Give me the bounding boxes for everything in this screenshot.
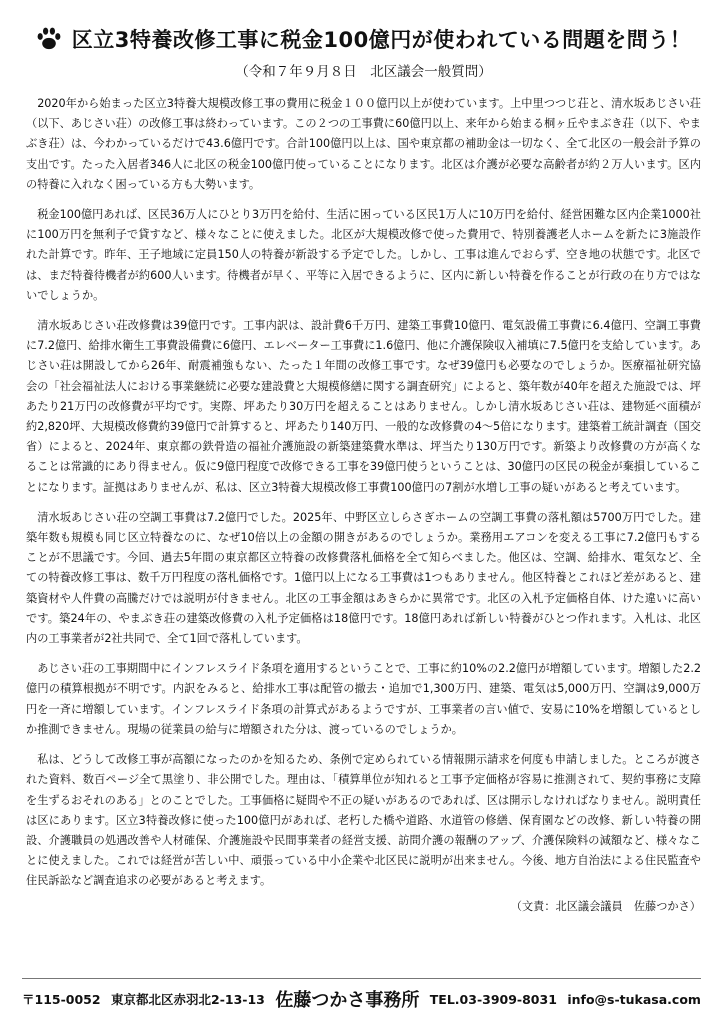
paragraph-4: 清水坂あじさい荘の空調工事費は7.2億円でした。2025年、中野区立しらさぎホームの空調工事費の落札額は5700万円でした。建築年数も規模も同じ区立特養なのに、なぜ10倍以上の金額の開きがあるのでしょうか。業務用エアコンを変える工事に7.2億円もすることが不思議です。今回、過去5年間の東京都区立特養の改修費落札価格を全て知らべました。他区は、空調、給排水、電気など、全ての特養改修工事は、数千万円程度の落札価格です。1億円以上になる工事費は1つもありません。他区特養とこれほど差があると、建築資材や人件費の高騰だけでは説明が付きません。北区の工事金額はあきらかに異常です。北区の入札予定価格自体、けた違いに高いです。築24年の、やまぶき荘の建築改修費の入札予定価格は18億円です。18億円あれば新しい特養がひとつ作れます。入札は、北区内の工事業者が2社共同で、全て1回で落札しています。 <box>26 510 701 646</box>
footer-office-name: 佐藤つかさ事務所 <box>275 990 420 1011</box>
paragraph-1: 2020年から始まった区立3特養大規模改修工事の費用に税金１００億円以上が使わています。上中里つつじ荘と、清水坂あじさい荘（以下、あじさい荘）の改修工事は終わっています。この２つの工事費に60億円以上、来年から始まる桐ヶ丘やまぶき荘（以下、やまぶき荘）は、今わかっているだけで43.6億円です。合計100億円以上は、国や東京都の補助金は一切なく、全て北区の一般会計予算の支出です。たった入居者346人に北区の税金100億円使っていることになります。北区は介護が必要な高齢者が約２万人います。区内の特養に入れなく困っている方も大勢います。 <box>26 97 701 191</box>
page-title: 区立3特養改修工事に税金100億円が使われている問題を問う！ <box>71 28 692 52</box>
footer-tel: TEL.03-3909-8031 <box>429 991 557 1007</box>
paragraph-3: 清水坂あじさい荘改修費は39億円です。工事内訳は、設計費6千万円、建築工事費10億円、電気設備工事費に6.4億円、空調工事費に7.2億円、給排水衛生工事費設備費に6億円、エレベーター工事費に1.6億円、他に介護保険収入補填に7.5億円を支給しています。あじさい荘は開設してから26年、耐震補強もない、たった１年間の改修工事です。なぜ39億円も必要なのでしょうか。医療福祉研究協会の「社会福祉法人における事業継続に必要な建設費と大規模修繕に関する調査研究」によると、築年数が40年を超えた施設では、坪あたり21万円の改修費が平均です。実際、坪あたり30万円を超えることはありません。しかし清水坂あじさい荘は、建物延べ面積が約2,820坪、大規模改修費約39億円で計算すると、坪あたり140万円、一般的な改修費の4〜5倍になります。建築着工統計調査（国交省）によると、2024年、東京都の鉄骨造の福祉介護施設の新築建築費水準は、坪当たり130万円です。新築より改修費の方が高くなることは常識的にあり得ません。仮に9億円程度で改修できる工事を39億円使うということは、30億円の区民の税金が棄損していることになります。証拠はありませんが、私は、区立3特養大規模改修工事費100億円の7割が水増し工事の疑いがあると考えています。 <box>26 319 701 494</box>
signature: （文責：北区議会議員 佐藤つかさ） <box>510 899 701 913</box>
footer-email: info@s-tukasa.com <box>567 991 701 1007</box>
page-subtitle: （令和７年９月８日 北区議会一般質問） <box>235 64 492 80</box>
paw-icon <box>36 26 62 52</box>
footer-divider <box>22 978 701 979</box>
paragraph-6: 私は、どうして改修工事が高額になったのかを知るため、条例で定められている情報開示請求を何度も申請しました。ところが渡された資料、数百ページ全て黒塗り、非公開でした。理由は、「積算単位が知れると工事予定価格が容易に推測されて、契約事務に支障を生ずるおそれのある」とのことでした。工事価格に疑問や不正の疑いがあるのであれば、区は開示しなければなりません。説明責任は区にあります。区立3特養改修に使った100億円があれば、老朽した橋や道路、水道管の修繕、保育園などの改修、新しい特養の開設、介護職員の処遇改善や人材確保、介護施設や民間事業者の経営支援、訪問介護の報酬のアップ、介護保険料の減額など、様々なことに使えました。これでは経営が苦しい中、頑張っている中小企業や北区民に説明が出来ません。今後、地方自治法による住民監査や住民訴訟など調査追求の必要があると考えます。 <box>26 753 701 888</box>
footer <box>22 984 701 1014</box>
paragraph-2: 税金100億円あれば、区民36万人にひとり3万円を給付、生活に困っている区民1万人に10万円を給付、経営困難な区内企業1000社に100万円を無利子で貸すなど、様々なことに使えました。北区が大規模改修で使った費用で、特別養護老人ホームを新たに3施設作れた計算です。昨年、王子地域に定員150人の特養が新設する予定でした。しかし、工事は進んでおらず、空き地の状態です。北区では、まだ特養待機者が約600人います。待機者が早く、平等に入居できるように、区内に新しい特養を作ることが行政の在り方ではないでしょうか。 <box>26 208 701 302</box>
title-row <box>26 22 701 56</box>
footer-postal: 〒115-0052 <box>22 992 101 1007</box>
paragraph-5: あじさい荘の工事期間中にインフレスライド条項を適用するということで、工事に約10%の2.2億円が増額しています。増額した2.2億円の積算根拠が不明です。内訳をみると、給排水工事は配管の撤去・追加で1,300万円、建築、電気は5,000万円、空調は9,000万円を一斉に増額しています。インフレスライド条項の計算式があるようですが、工事業者の言い値で、安易に10%を増額しているとしか推測できません。現場の従業員の給与に増額された分は、渡っているのでしょうか。 <box>26 662 701 736</box>
footer-address: 東京都北区赤羽北2-13-13 <box>111 992 265 1007</box>
